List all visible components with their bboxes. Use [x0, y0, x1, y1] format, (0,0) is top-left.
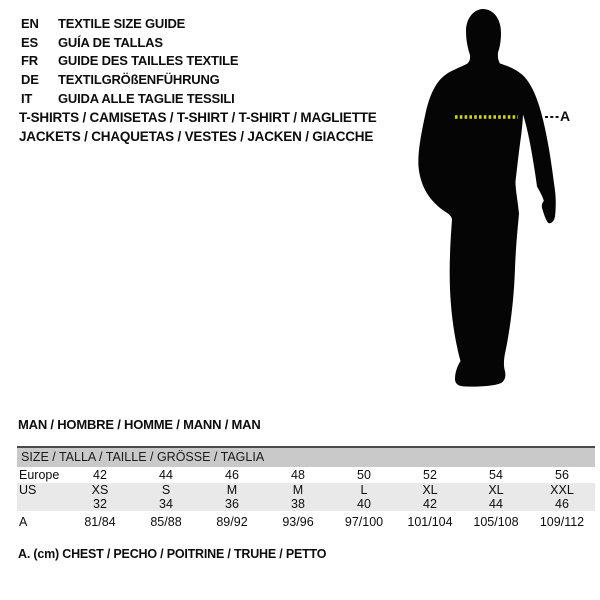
size-cell: 93/96	[282, 515, 314, 529]
language-row	[21, 90, 238, 109]
measurement-label-a: A	[560, 108, 571, 124]
size-table	[17, 446, 595, 530]
category-jackets: JACKETS / CHAQUETAS / VESTES / JACKEN / GIACCHE	[19, 128, 374, 144]
chest-measurement-footnote: A. (cm) CHEST / PECHO / POITRINE / TRUHE / PETTO	[18, 547, 327, 561]
language-label: TEXTILGRÖßENFÜHRUNG	[58, 72, 220, 88]
size-cell: 34	[159, 497, 173, 511]
size-table-row-chest	[17, 511, 595, 530]
language-row	[21, 34, 238, 53]
row-label: US	[19, 483, 37, 497]
size-cell: XS	[91, 483, 109, 497]
size-cell: 56	[555, 468, 569, 482]
language-code: FR	[21, 53, 38, 69]
man-silhouette	[405, 0, 575, 400]
category-block	[19, 109, 377, 146]
size-cell: S	[161, 483, 171, 497]
size-cell: M	[226, 483, 238, 497]
language-code: IT	[21, 90, 33, 106]
size-table-header: SIZE / TALLA / TAILLE / GRÖSSE / TAGLIA	[17, 448, 595, 467]
size-cell: 40	[357, 497, 371, 511]
language-row	[21, 71, 238, 90]
size-cell: 85/88	[150, 515, 182, 529]
size-cell: 54	[489, 468, 503, 482]
language-label: TEXTILE SIZE GUIDE	[58, 16, 186, 31]
size-cell: XL	[422, 483, 438, 497]
size-cell: XXL	[550, 483, 574, 497]
size-cell: 109/112	[539, 515, 585, 529]
man-figure	[405, 0, 575, 400]
language-row	[21, 15, 238, 34]
size-cell: 46	[555, 497, 569, 511]
size-cell: XL	[488, 483, 504, 497]
size-cell: 89/92	[216, 515, 248, 529]
size-cell: 42	[423, 497, 437, 511]
size-cell: 36	[225, 497, 239, 511]
size-cell: 48	[291, 468, 305, 482]
size-cell: L	[360, 483, 368, 497]
language-label: GUIDE DES TAILLES TEXTILE	[58, 53, 239, 69]
size-cell: 81/84	[84, 515, 116, 529]
size-table-row-us	[17, 483, 595, 497]
language-row	[21, 52, 238, 71]
size-table-row-numeric	[17, 497, 595, 511]
size-cell: 44	[489, 497, 503, 511]
category-tshirts: T-SHIRTS / CAMISETAS / T-SHIRT / T-SHIRT / MAGLIETTE	[19, 110, 377, 125]
man-silhouette-body	[418, 9, 555, 387]
gender-heading: MAN / HOMBRE / HOMME / MANN / MAN	[18, 417, 261, 432]
language-code: DE	[21, 72, 39, 88]
row-label: A	[19, 515, 28, 529]
language-list	[21, 15, 238, 109]
language-label: GUÍA DE TALLAS	[58, 34, 163, 50]
size-cell: 105/108	[473, 515, 519, 529]
language-label: GUIDA ALLE TAGLIE TESSILI	[58, 90, 235, 106]
size-cell: 101/104	[407, 515, 453, 529]
size-cell: 97/100	[344, 515, 384, 529]
language-code: EN	[21, 16, 39, 31]
size-cell: 42	[93, 468, 107, 482]
row-label: Europe	[19, 468, 60, 482]
size-cell: 32	[93, 497, 107, 511]
row-label	[17, 497, 67, 511]
language-code: ES	[21, 34, 38, 50]
size-cell: 50	[357, 468, 371, 482]
size-cell: 38	[291, 497, 305, 511]
size-table-row-europe	[17, 467, 595, 483]
size-cell: 44	[159, 468, 173, 482]
size-cell: M	[292, 483, 304, 497]
size-cell: 52	[423, 468, 437, 482]
size-cell: 46	[225, 468, 239, 482]
